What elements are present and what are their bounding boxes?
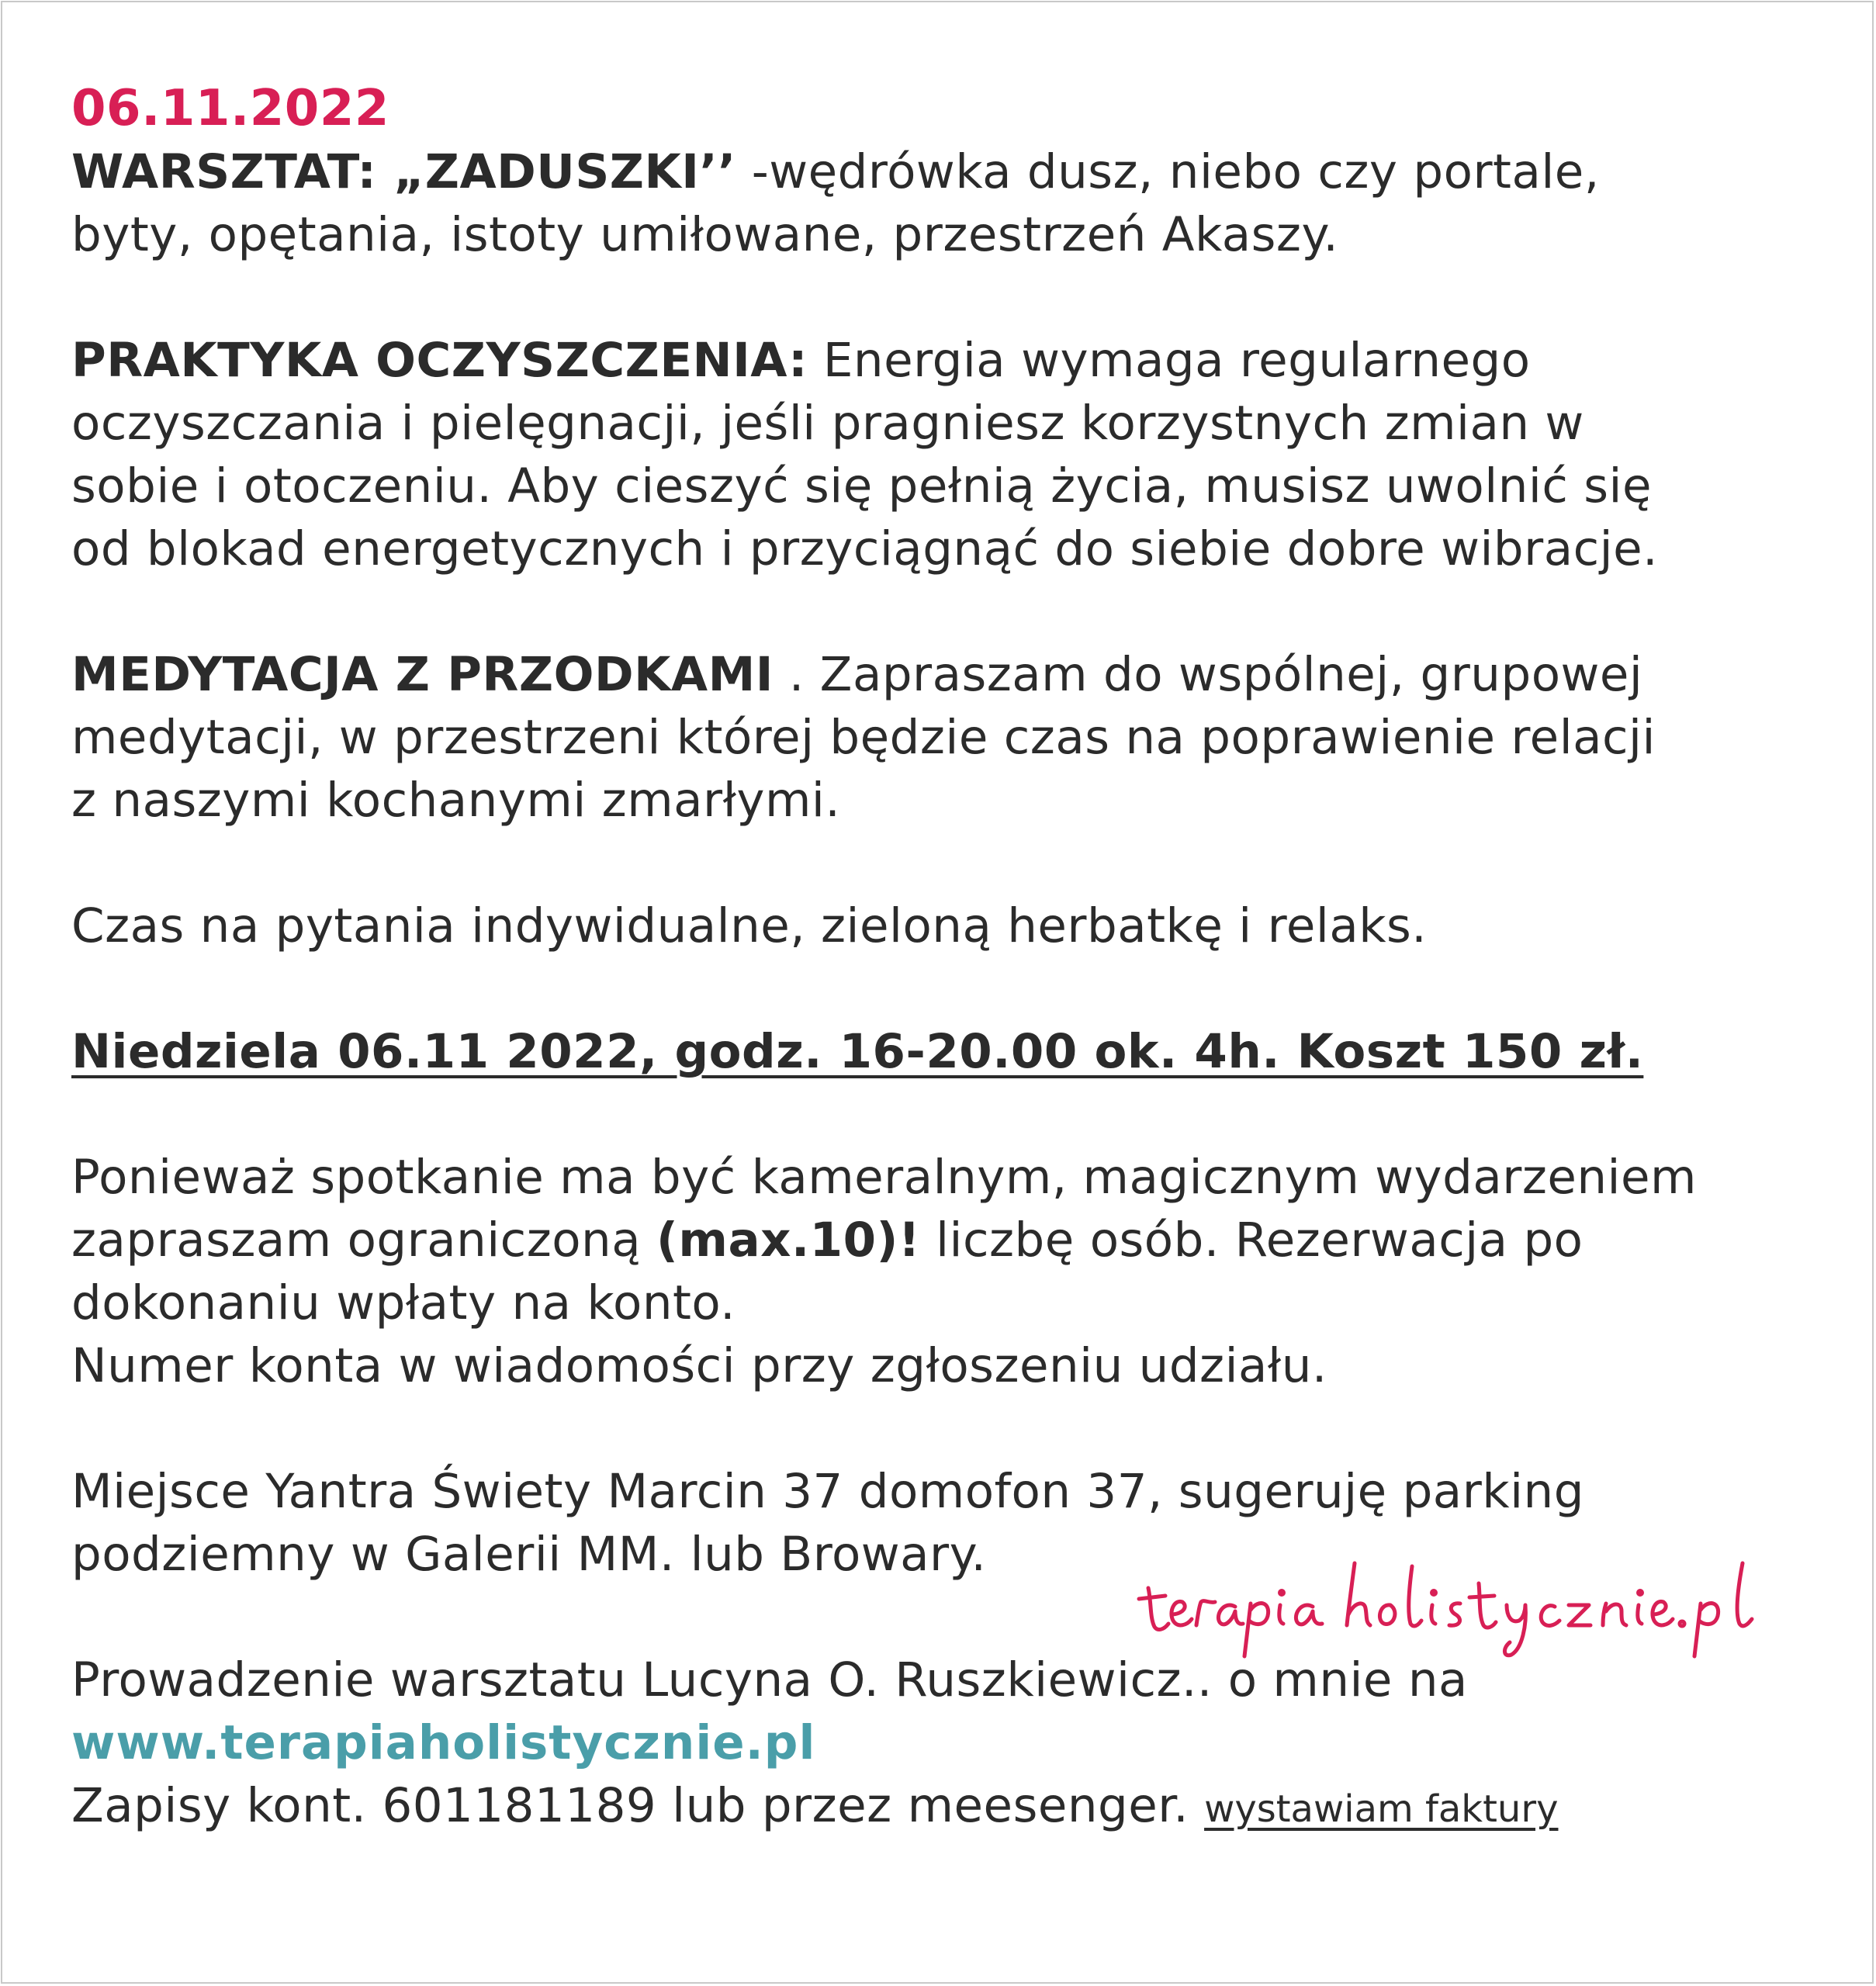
workshop-text-1: -wędrówka dusz, niebo czy portale, [736, 144, 1600, 199]
meditation-text-3: z naszymi kochanymi zmarłymi. [71, 773, 841, 828]
meditation-title: MEDYTACJA Z PRZODKAMI [71, 647, 774, 702]
workshop-title: WARSZTAT: „ZADUSZKI’’ [71, 144, 736, 199]
meditation-paragraph [71, 643, 1856, 832]
cleansing-text-1: Energia wymaga regularnego [808, 333, 1531, 388]
signup-text: Zapisy kont. 601181189 lub przez meesenger. [71, 1778, 1189, 1833]
info-text-2b: liczbę osób. Rezerwacja po [920, 1213, 1584, 1268]
event-date: 06.11.2022 [71, 80, 389, 137]
workshop-text-2: byty, opętania, istoty umiłowane, przestrzeń Akaszy. [71, 207, 1339, 262]
info-text-1: Ponieważ spotkanie ma być kameralnym, magicznym wydarzeniem [71, 1150, 1697, 1205]
workshop-paragraph [71, 140, 1856, 266]
host-paragraph [71, 1649, 1856, 1841]
website-link[interactable]: www.terapiaholistycznie.pl [71, 1715, 816, 1770]
meditation-text-1: . Zapraszam do wspólnej, grupowej [773, 647, 1643, 702]
cleansing-text-3: sobie i otoczeniu. Aby cieszyć się pełnią życia, musisz uwolnić się [71, 458, 1652, 514]
cleansing-title: PRAKTYKA OCZYSZCZENIA: [71, 333, 808, 388]
place-text-1: Miejsce Yantra Świety Marcin 37 domofon 37, sugeruję parking [71, 1464, 1584, 1519]
place-text-2: podziemny w Galerii MM. lub Browary. [71, 1527, 987, 1582]
terapia-holistycznie-logo [1134, 1540, 1770, 1664]
cleansing-text-4: od blokad energetycznych i przyciągnąć do siebie dobre wibracje. [71, 521, 1658, 576]
cleansing-text-2: oczyszczania i pielęgnacji, jeśli pragniesz korzystnych zmian w [71, 396, 1584, 451]
questions-text: Czas na pytania indywidualne, zieloną herbatkę i relaks. [71, 898, 1428, 953]
schedule-line: Niedziela 06.11 2022, godz. 16-20.00 ok. 4h. Koszt 150 zł. [71, 1024, 1644, 1079]
meditation-text-2: medytacji, w przestrzeni której będzie czas na poprawienie relacji [71, 710, 1656, 765]
host-text-1: Prowadzenie warsztatu Lucyna O. Ruszkiewicz.. o mnie na [71, 1652, 1468, 1707]
info-text-4: Numer konta w wiadomości przy zgłoszeniu udziału. [71, 1338, 1327, 1393]
max-participants: (max.10)! [656, 1213, 921, 1268]
cleansing-paragraph [71, 329, 1856, 580]
info-paragraph [71, 1146, 1856, 1397]
info-text-3: dokonaniu wpłaty na konto. [71, 1275, 736, 1330]
info-text-2a: zapraszam ograniczoną [71, 1213, 656, 1268]
invoice-link[interactable]: wystawiam faktury [1204, 1787, 1559, 1831]
